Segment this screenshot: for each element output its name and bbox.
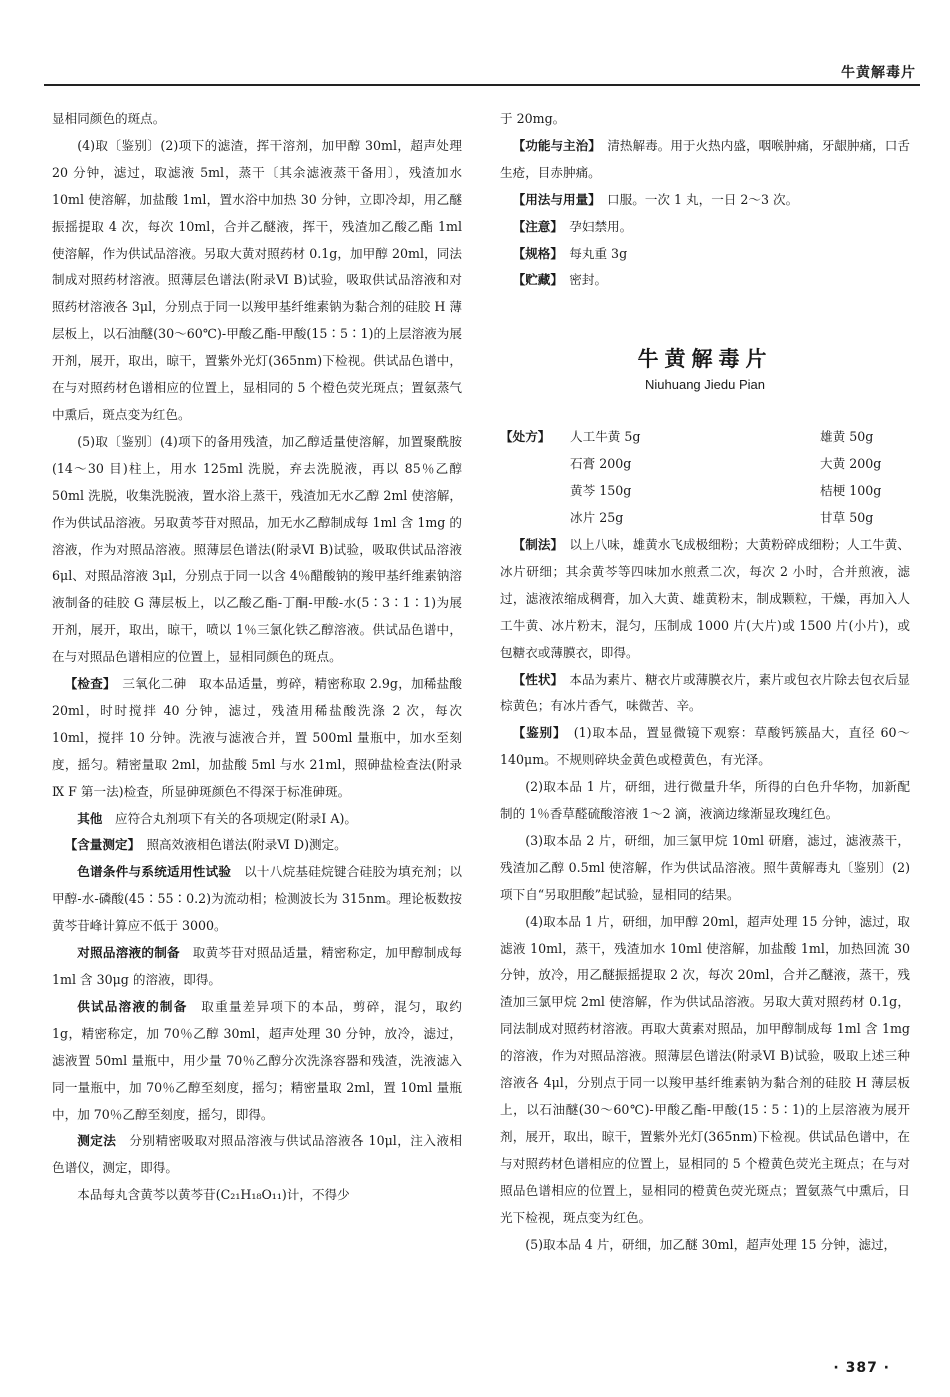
header-rule <box>44 84 920 86</box>
section-label: 【用法与用量】 <box>512 191 595 207</box>
paragraph <box>500 667 910 721</box>
ingredient: 桔梗 100g <box>820 483 882 499</box>
paragraph <box>52 806 462 833</box>
ingredient: 冰片 25g <box>570 510 624 526</box>
section-label: 【处方】 <box>500 429 551 445</box>
paragraph-text: 以上八味，雄黄水飞成极细粉；大黄粉碎成细粉；人工牛黄、冰片研细；其余黄芩等四味加水煎煮二次，每次 2 小时，合并煎液，滤过，滤液浓缩成稠膏，加入大黄、雄黄粉末，制成颗粒，干燥，再加入人工牛黄、冰片粉末，混匀，压制成 1000 片(大片)或 1500 片(小片)，或包糖衣或薄膜衣，即得。 <box>500 536 911 660</box>
paragraph <box>500 133 910 187</box>
section-label: 对照品溶液的制备 <box>77 945 180 961</box>
section-label: 【功能与主治】 <box>512 137 595 153</box>
running-header-title: 牛黄解毒片 <box>841 65 916 81</box>
paragraph: (5)取本品 4 片，研细，加乙醚 30ml，超声处理 15 分钟，滤过， <box>525 1236 897 1252</box>
paragraph <box>52 940 462 994</box>
paragraph: (2)取本品 1 片，研细，进行微量升华，所得的白色升华物，加新配制的 1％香草醛硫酸溶液 1～2 滴，液滴边缘渐显玫瑰红色。 <box>500 779 910 822</box>
paragraph-text: 孕妇禁用。 <box>569 218 633 234</box>
paragraph <box>52 671 462 806</box>
paragraph-text: 清热解毒。用于火热内盛，咽喉肿痛，牙龈肿痛，口舌生疮，目赤肿痛。 <box>500 137 911 180</box>
monograph-title: 牛黄解毒片 <box>637 347 773 372</box>
paragraph-text: 分别精密吸取对照品溶液与供试品溶液各 10μl，注入液相色谱仪，测定，即得。 <box>52 1133 462 1176</box>
section-label: 【性状】 <box>512 671 557 687</box>
section-label: 【含量测定】 <box>64 837 134 853</box>
paragraph-text: 取黄芩苷对照品适量，精密称定，加甲醇制成每 1ml 含 30μg 的溶液，即得。 <box>52 945 463 987</box>
section-label: 【检查】 <box>64 676 110 692</box>
ingredient: 石膏 200g <box>570 456 632 472</box>
paragraph-text: 以十八烷基硅烷键合硅胶为填充剂；以甲醇-水-磷酸(45∶55∶0.2)为流动相；检测波长为 315nm。理论板数按黄芩苷峰计算应不低于 3000。 <box>52 864 463 934</box>
paragraph-text: 照高效液相色谱法(附录Ⅵ D)测定。 <box>146 837 347 853</box>
paragraph-text: 口服。一次 1 丸，一日 2～3 次。 <box>607 191 799 207</box>
paragraph-text: 取重量差异项下的本品，剪碎，混匀，取约 1g，精密称定，加 70％乙醇 30ml，超声处理 30 分钟，放冷，滤过，滤液置 50ml 量瓶中，用少量 70％乙醇分次洗涤容器和残渣，洗液滤入同一量瓶中，加 70％乙醇至刻度，摇匀；精密量取 2ml，置 10ml 量瓶中，加 70％乙醇至刻度，摇匀，即得。 <box>52 998 463 1122</box>
section-label: 供试品溶液的制备 <box>77 998 188 1014</box>
left-column <box>52 106 462 1209</box>
paragraph <box>500 241 910 268</box>
section-label: 测定法 <box>77 1133 117 1149</box>
paragraph <box>52 859 462 940</box>
section-label: 【规格】 <box>512 245 557 261</box>
paragraph: (4)取本品 1 片，研细，加甲醇 20ml，超声处理 15 分钟，滤过，取滤液 10ml，蒸干，残渣加水 10ml 使溶解，加盐酸 1ml，加热回流 30 分钟，放冷，用乙醚振摇提取 2 次，每次 20ml，合并乙醚液，蒸干，残渣加三氯甲烷 2ml 使溶解，作为供试品溶液。另取大黄对照药材 0.1g，同法制成对照药材溶液。再取大黄素对照品，加甲醇制成每 1ml 含 1mg 的溶液，作为对照品溶液。照薄层色谱法(附录Ⅵ B)试验，吸取上述三种溶液各 4μl，分别点于同一以羧甲基纤维素钠为黏合剂的硅胶 H 薄层板上，以石油醚(30～60℃)-甲酸乙酯-甲酸(15∶5∶1)的上层溶液为展开剂，展开，取出，晾干，置紫外光灯(365nm)下检视。供试品色谱中，在与对照药材色谱相应的位置上，显相同的 5 个橙黄色荧光主斑点；在与对照品色谱相应的位置上，显相同的橙黄色荧光斑点；置氨蒸气中熏后，日光下检视，斑点变为红色。 <box>500 913 910 1225</box>
paragraph <box>52 1128 462 1182</box>
paragraph <box>500 532 910 667</box>
monograph-pinyin: Niuhuang Jiedu Pian <box>645 377 765 393</box>
section-label: 色谱条件与系统适用性试验 <box>77 864 232 880</box>
section-label: 【鉴别】 <box>512 725 561 741</box>
paragraph <box>52 994 462 1129</box>
paragraph: 本品每丸含黄芩以黄芩苷(C₂₁H₁₈O₁₁)计，不得少 <box>77 1187 350 1203</box>
paragraph <box>500 214 910 241</box>
paragraph-text: 密封。 <box>569 272 608 288</box>
paragraph: (4)取〔鉴别〕(2)项下的滤渣，挥干溶剂，加甲醇 30ml，超声处理 20 分钟，滤过，取滤液 5ml，蒸干〔其余滤液蒸干备用〕，残渣加水 10ml 使溶解，加盐酸 1ml，置水浴中加热 30 分钟，立即冷却，用乙醚振摇提取 4 次，每次 10ml，合并乙醚液，挥干，残渣加乙酸乙酯 1ml 使溶解，作为供试品溶液。另取大黄对照药材 0.1g，加甲醇 20ml，同法制成对照药材溶液。照薄层色谱法(附录Ⅵ B)试验，吸取供试品溶液和对照药材溶液各 3μl，分别点于同一以羧甲基纤维素钠为黏合剂的硅胶 H 薄层板上，以石油醚(30～60℃)-甲酸乙酯-甲酸(15∶5∶1)的上层溶液为展开剂，展开，取出，晾干，置紫外光灯(365nm)下检视。供试品色谱中，在与对照药材色谱相应的位置上，显相同的 5 个橙色荧光斑点；置氨蒸气中熏后，斑点变为红色。 <box>52 137 462 422</box>
right-column <box>500 106 910 1258</box>
paragraph-text: 本品为素片、糖衣片或薄膜衣片，素片或包衣片除去包衣后显棕黄色；有冰片香气，味微苦、辛。 <box>500 671 911 714</box>
paragraph-text: 三氧化二砷 取本品适量，剪碎，精密称取 2.9g，加稀盐酸 20ml，时时搅拌 40 分钟，滤过，残渣用稀盐酸洗涤 2 次，每次 10ml，搅拌 10 分钟。洗液与滤液合并，置 500ml 量瓶中，加水至刻度，摇匀。精密量取 2ml，加盐酸 5ml 与水 21ml，照砷盐检查法(附录Ⅸ F 第一法)检查，所显砷斑颜色不得深于标准砷斑。 <box>52 676 463 799</box>
paragraph-text: 应符合丸剂项下有关的各项规定(附录Ⅰ A)。 <box>114 810 357 826</box>
paragraph <box>500 720 910 774</box>
paragraph <box>500 267 910 294</box>
paragraph: 于 20mg。 <box>500 111 566 126</box>
ingredient: 甘草 50g <box>820 510 874 526</box>
paragraph: (5)取〔鉴别〕(4)项下的备用残渣，加乙醇适量使溶解，加置聚酰胺(14～30 目)柱上，用水 125ml 洗脱，弃去洗脱液，再以 85％乙醇 50ml 洗脱，收集洗脱液，置水浴上蒸干，残渣加无水乙醇 2ml 使溶解，作为供试品溶液。另取黄芩苷对照品，加无水乙醇制成每 1ml 含 1mg 的溶液，作为对照品溶液。照薄层色谱法(附录Ⅵ B)试验，吸取供试品溶液 6μl、对照品溶液 3μl，分别点于同一以含 4％醋酸钠的羧甲基纤维素钠溶液制备的硅胶 G 薄层板上，以乙酸乙酯-丁酮-甲酸-水(5∶3∶1∶1)为展开剂，展开，取出，晾干，喷以 1％三氯化铁乙醇溶液。供试品色谱中，在与对照品色谱相应的位置上，显相同颜色的斑点。 <box>52 433 462 665</box>
paragraph-text: (1)取本品，置显微镜下观察：草酸钙簇晶大，直径 60～140μm。不规则碎块金黄色或橙黄色，有光泽。 <box>500 725 910 768</box>
ingredient: 大黄 200g <box>820 456 882 472</box>
ingredient: 雄黄 50g <box>820 429 874 445</box>
ingredient: 人工牛黄 5g <box>570 429 641 445</box>
prescription-table <box>500 424 910 532</box>
page-number: · 387 · <box>833 1360 890 1376</box>
paragraph <box>500 187 910 214</box>
section-label: 其他 <box>77 810 103 826</box>
paragraph: 显相同颜色的斑点。 <box>52 111 166 126</box>
ingredient: 黄芩 150g <box>570 483 632 499</box>
paragraph-text: 每丸重 3g <box>569 245 628 261</box>
paragraph <box>52 832 462 859</box>
section-label: 【制法】 <box>512 536 557 552</box>
paragraph: (3)取本品 2 片，研细，加三氯甲烷 10ml 研磨，滤过，滤液蒸干，残渣加乙醇 0.5ml 使溶解，作为供试品溶液。照牛黄解毒丸〔鉴别〕(2)项下自“另取胆酸”起试验，显相同的结果。 <box>500 832 910 902</box>
section-label: 【注意】 <box>512 218 557 234</box>
section-label: 【贮藏】 <box>512 272 557 288</box>
